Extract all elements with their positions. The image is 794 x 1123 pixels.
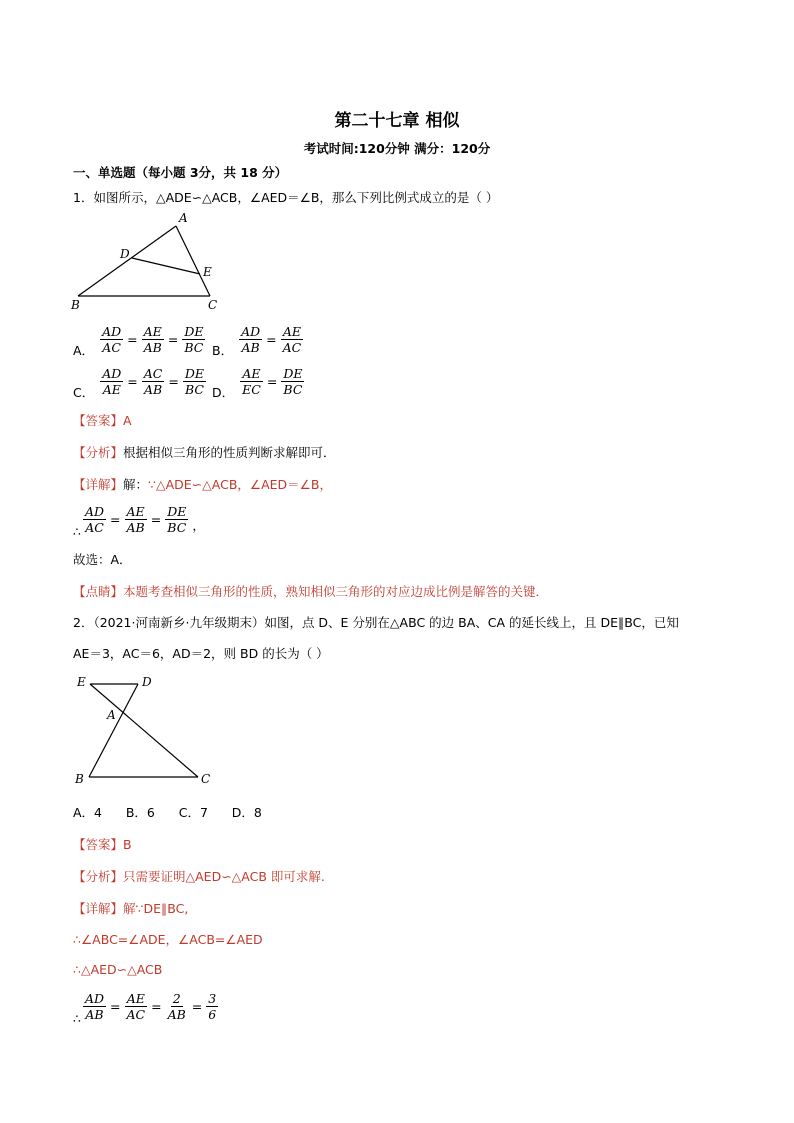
q2-figure	[70, 670, 220, 792]
q2-answer: 【答案】B	[73, 837, 132, 852]
fraction: $\frac{AD}{AB}$	[84, 991, 105, 1022]
q1-label-a: A	[179, 211, 188, 225]
q1-stem: 1．如图所示，△ADE∽△ACB，∠AED＝∠B，那么下列比例式成立的是（ ）	[73, 190, 499, 205]
fraction: $\frac{DE}{BC}$	[167, 504, 187, 535]
fraction: $\frac{AE}{AC}$	[126, 991, 146, 1022]
exam-info: 考试时间:120分钟 满分：120分	[303, 141, 491, 156]
q2-label-d: D	[142, 675, 152, 689]
q2-stem-line1: 2．（2021·河南新乡·九年级期末）如图，点 D、E 分别在△ABC 的边 BA、CA 的延长线上，且 DE∥BC，已知	[73, 615, 679, 630]
fraction: $\frac{AE}{AC}$	[282, 323, 302, 355]
q1-comment: 【点睛】本题考查相似三角形的性质，熟知相似三角形的对应边成比例是解答的关键．	[73, 584, 549, 599]
q1-option-b[interactable]: B． $\frac{AD}{AB}$ = $\frac{AE}{AC}$	[212, 323, 302, 358]
q2-analysis: 【分析】只需要证明△AED∽△ACB 即可求解.	[73, 869, 325, 884]
q2-label-e: E	[77, 675, 86, 689]
q1-label-d: D	[120, 247, 130, 261]
q2-label-b: B	[75, 772, 84, 786]
fraction: $\frac{DE}{BC}$	[184, 365, 205, 397]
q2-options[interactable]: A．4 B．6 C．7 D．8	[73, 805, 262, 820]
fraction: $\frac{DE}{BC}$	[184, 323, 204, 355]
q2-detail-equation: ∴ $\frac{AD}{AB}$ = $\frac{AE}{AC}$ = $\frac{2}{AB}$ = $\frac{3}{6}$	[73, 991, 217, 1026]
fraction: $\frac{3}{6}$	[208, 991, 217, 1022]
q1-label-b: B	[71, 298, 80, 312]
q2-stem-line2: AE＝3，AC＝6，AD＝2，则 BD 的长为（ ）	[73, 646, 329, 661]
section-heading: 一、单选题（每小题 3分，共 18 分）	[73, 165, 288, 180]
q2-label-c: C	[201, 772, 211, 786]
fraction: $\frac{AD}{AB}$	[241, 323, 261, 355]
q2-label-a: A	[107, 708, 116, 722]
q1-label-e: E	[203, 265, 212, 279]
fraction: $\frac{2}{AB}$	[167, 991, 186, 1022]
fraction: $\frac{AD}{AC}$	[84, 504, 105, 535]
fraction: $\frac{AD}{AC}$	[102, 323, 122, 355]
q1-choice: 故选：A．	[73, 552, 132, 567]
fraction: $\frac{AE}{EC}$	[242, 365, 261, 397]
q1-figure	[70, 208, 230, 313]
q1-option-c[interactable]: C． $\frac{AD}{AE}$ = $\frac{AC}{AB}$ = $\frac{DE}{BC}$	[73, 365, 205, 400]
fraction: $\frac{AE}{AB}$	[126, 504, 145, 535]
fraction: $\frac{DE}{BC}$	[283, 365, 303, 397]
q1-answer: 【答案】A	[73, 413, 132, 428]
q2-detail: 【详解】解∵DE∥BC,	[73, 901, 189, 916]
fraction: $\frac{AD}{AE}$	[102, 365, 122, 397]
q1-detail-equation: ∴ $\frac{AD}{AC}$ = $\frac{AE}{AB}$ = $\frac{DE}{BC}$ ，	[73, 504, 205, 539]
fraction: $\frac{AE}{AB}$	[143, 323, 162, 355]
page-title: 第二十七章 相似	[334, 111, 460, 131]
q1-analysis: 【分析】根据相似三角形的性质判断求解即可．	[73, 445, 336, 460]
q1-detail: 【详解】解：∵△ADE∽△ACB，∠AED＝∠B，	[73, 477, 332, 492]
q1-option-a[interactable]: A． $\frac{AD}{AC}$ = $\frac{AE}{AB}$ = $\frac{DE}{BC}$	[73, 323, 204, 358]
q2-detail-line3: ∴△AED∽△ACB	[73, 962, 163, 977]
fraction: $\frac{AC}{AB}$	[143, 365, 163, 397]
q1-option-d[interactable]: D． $\frac{AE}{EC}$ = $\frac{DE}{BC}$	[212, 365, 303, 400]
q2-detail-line2: ∴∠ABC=∠ADE，∠ACB=∠AED	[73, 932, 263, 947]
q1-label-c: C	[208, 298, 218, 312]
